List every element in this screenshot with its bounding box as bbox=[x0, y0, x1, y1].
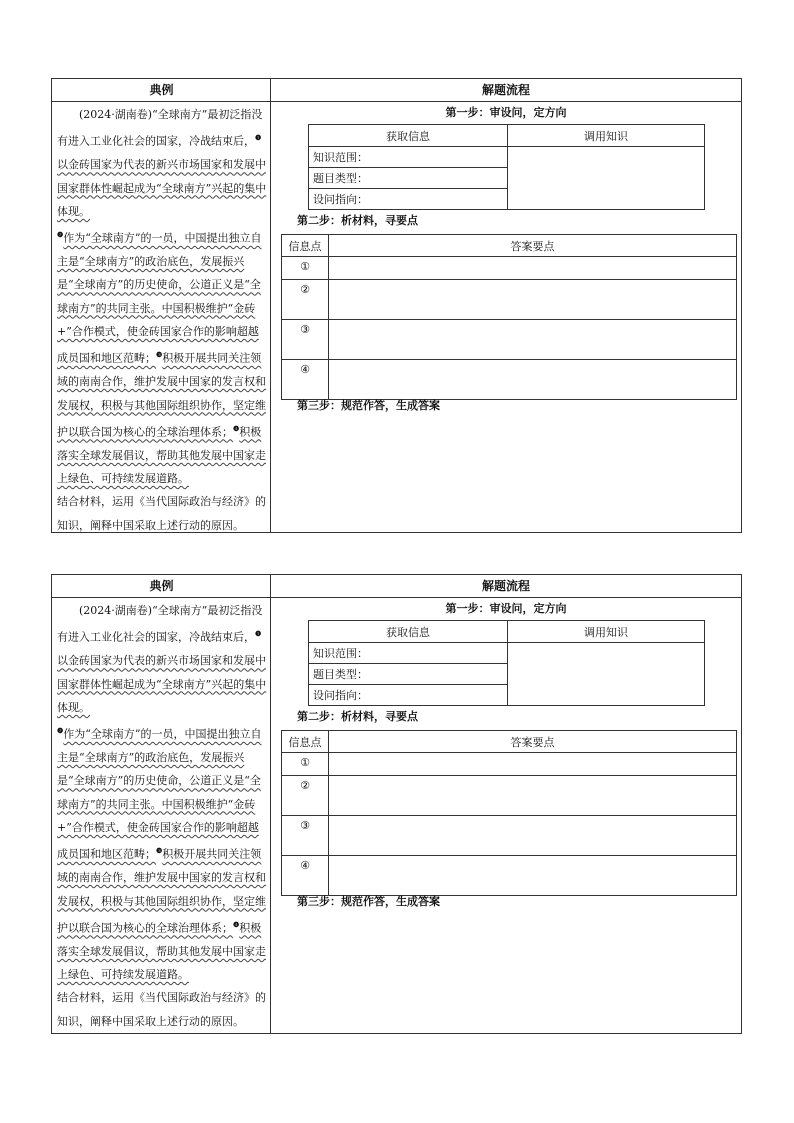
example-paragraph-1 bbox=[57, 103, 267, 223]
example-text-1a: (2024·湖南卷)“全球南方”最初泛指没有进入工业化社会的国家，冷战结束后， bbox=[57, 108, 263, 148]
example-paragraph-2 bbox=[57, 719, 267, 986]
answer-cell-3[interactable] bbox=[329, 320, 737, 360]
info-point-2: ② bbox=[282, 776, 329, 816]
info-point-3: ③ bbox=[282, 320, 329, 360]
info-header: 获取信息 bbox=[309, 621, 508, 643]
question-type-field[interactable]: 题目类型： bbox=[309, 168, 508, 189]
info-point-1: ① bbox=[282, 257, 329, 280]
marker-2: ❷ bbox=[57, 726, 64, 736]
answer-points-table bbox=[281, 234, 737, 400]
knowledge-scope-field[interactable]: 知识范围： bbox=[309, 147, 508, 168]
knowledge-answer-cell[interactable] bbox=[508, 147, 705, 210]
info-point-1: ① bbox=[282, 753, 329, 776]
question-text: 结合材料，运用《当代国际政治与经济》的知识，阐释中国采取上述行动的原因。 bbox=[57, 991, 266, 1028]
header-process: 解题流程 bbox=[481, 83, 530, 97]
answer-point-header: 答案要点 bbox=[329, 235, 737, 257]
info-knowledge-table bbox=[308, 124, 705, 210]
step-3-label: 第三步：规范作答，生成答案 bbox=[297, 399, 440, 412]
marker-1: ❶ bbox=[255, 133, 262, 143]
answer-cell-4[interactable] bbox=[329, 360, 737, 400]
info-point-3: ③ bbox=[282, 816, 329, 856]
header-example: 典例 bbox=[149, 579, 174, 593]
answer-cell-2[interactable] bbox=[329, 280, 737, 320]
knowledge-scope-field[interactable]: 知识范围： bbox=[309, 643, 508, 664]
example-text-2b: 积极开展共同关注领域的南南合作，维护发展中国家的发言权和发展权，积极与其他国际组织协作，坚定维护以联合国为核心的全球治理体系； bbox=[57, 847, 266, 935]
info-point-4: ④ bbox=[282, 856, 329, 896]
example-text-1b: 以金砖国家为代表的新兴市场国家和发展中国家群体性崛起成为“全球南方”兴起的集中体现。 bbox=[57, 158, 267, 218]
answer-cell-4[interactable] bbox=[329, 856, 737, 896]
marker-1: ❶ bbox=[255, 629, 262, 639]
example-text-2a: 作为“全球南方”的一员，中国提出独立自主是“全球南方”的政治底色，发展振兴是“全球南方”的历史使命，公道正义是“全球南方”的共同主张。中国积极维护“金砖+”合作模式，使金砖国家合作的影响超越成员国和地区范畴； bbox=[57, 231, 262, 365]
question-type-field[interactable]: 题目类型： bbox=[309, 664, 508, 685]
info-point-header: 信息点 bbox=[282, 235, 329, 257]
worksheet-table-1 bbox=[51, 78, 742, 533]
question-text: 结合材料，运用《当代国际政治与经济》的知识，阐释中国采取上述行动的原因。 bbox=[57, 495, 266, 532]
example-text-2a: 作为“全球南方”的一员，中国提出独立自主是“全球南方”的政治底色，发展振兴是“全球南方”的历史使命，公道正义是“全球南方”的共同主张。中国积极维护“金砖+”合作模式，使金砖国家合作的影响超越成员国和地区范畴； bbox=[57, 727, 262, 861]
example-text-2c: 积极落实全球发展倡议，帮助其他发展中国家走上绿色、可持续发展道路。 bbox=[57, 425, 266, 486]
example-text-1b: 以金砖国家为代表的新兴市场国家和发展中国家群体性崛起成为“全球南方”兴起的集中体现。 bbox=[57, 654, 267, 714]
header-example: 典例 bbox=[149, 83, 174, 97]
knowledge-answer-cell[interactable] bbox=[508, 643, 705, 706]
process-column bbox=[271, 597, 741, 1033]
marker-3: ❸ bbox=[156, 350, 163, 360]
step-1-label: 第一步：审设问，定方向 bbox=[445, 106, 567, 119]
answer-cell-1[interactable] bbox=[329, 257, 737, 280]
answer-cell-2[interactable] bbox=[329, 776, 737, 816]
example-column bbox=[57, 103, 267, 537]
header-process: 解题流程 bbox=[481, 579, 530, 593]
info-point-2: ② bbox=[282, 280, 329, 320]
answer-cell-1[interactable] bbox=[329, 753, 737, 776]
example-paragraph-1 bbox=[57, 599, 267, 719]
question-direction-field[interactable]: 设问指向： bbox=[309, 685, 508, 706]
question-direction-field[interactable]: 设问指向： bbox=[309, 189, 508, 210]
table-header bbox=[52, 79, 741, 102]
worksheet-table-2 bbox=[51, 574, 742, 1034]
answer-points-table bbox=[281, 730, 737, 896]
step-2-label: 第二步：析材料，寻要点 bbox=[297, 710, 418, 723]
answer-cell-3[interactable] bbox=[329, 816, 737, 856]
marker-4: ❹ bbox=[233, 919, 240, 929]
example-text-1a: (2024·湖南卷)“全球南方”最初泛指没有进入工业化社会的国家，冷战结束后， bbox=[57, 604, 263, 644]
info-point-header: 信息点 bbox=[282, 731, 329, 753]
info-header: 获取信息 bbox=[309, 125, 508, 147]
info-knowledge-table bbox=[308, 620, 705, 706]
example-paragraph-2 bbox=[57, 223, 267, 490]
answer-point-header: 答案要点 bbox=[329, 731, 737, 753]
info-point-4: ④ bbox=[282, 360, 329, 400]
example-text-2c: 积极落实全球发展倡议，帮助其他发展中国家走上绿色、可持续发展道路。 bbox=[57, 921, 266, 982]
process-column bbox=[271, 101, 741, 532]
step-3-label: 第三步：规范作答，生成答案 bbox=[297, 895, 440, 908]
step-1-label: 第一步：审设问，定方向 bbox=[445, 602, 567, 615]
example-text-2b: 积极开展共同关注领域的南南合作，维护发展中国家的发言权和发展权，积极与其他国际组织协作，坚定维护以联合国为核心的全球治理体系； bbox=[57, 351, 266, 439]
marker-4: ❹ bbox=[233, 423, 240, 433]
marker-3: ❸ bbox=[156, 846, 163, 856]
table-header bbox=[52, 575, 741, 598]
knowledge-header: 调用知识 bbox=[508, 621, 705, 643]
marker-2: ❷ bbox=[57, 230, 64, 240]
example-column bbox=[57, 599, 267, 1033]
knowledge-header: 调用知识 bbox=[508, 125, 705, 147]
step-2-label: 第二步：析材料，寻要点 bbox=[297, 214, 418, 227]
